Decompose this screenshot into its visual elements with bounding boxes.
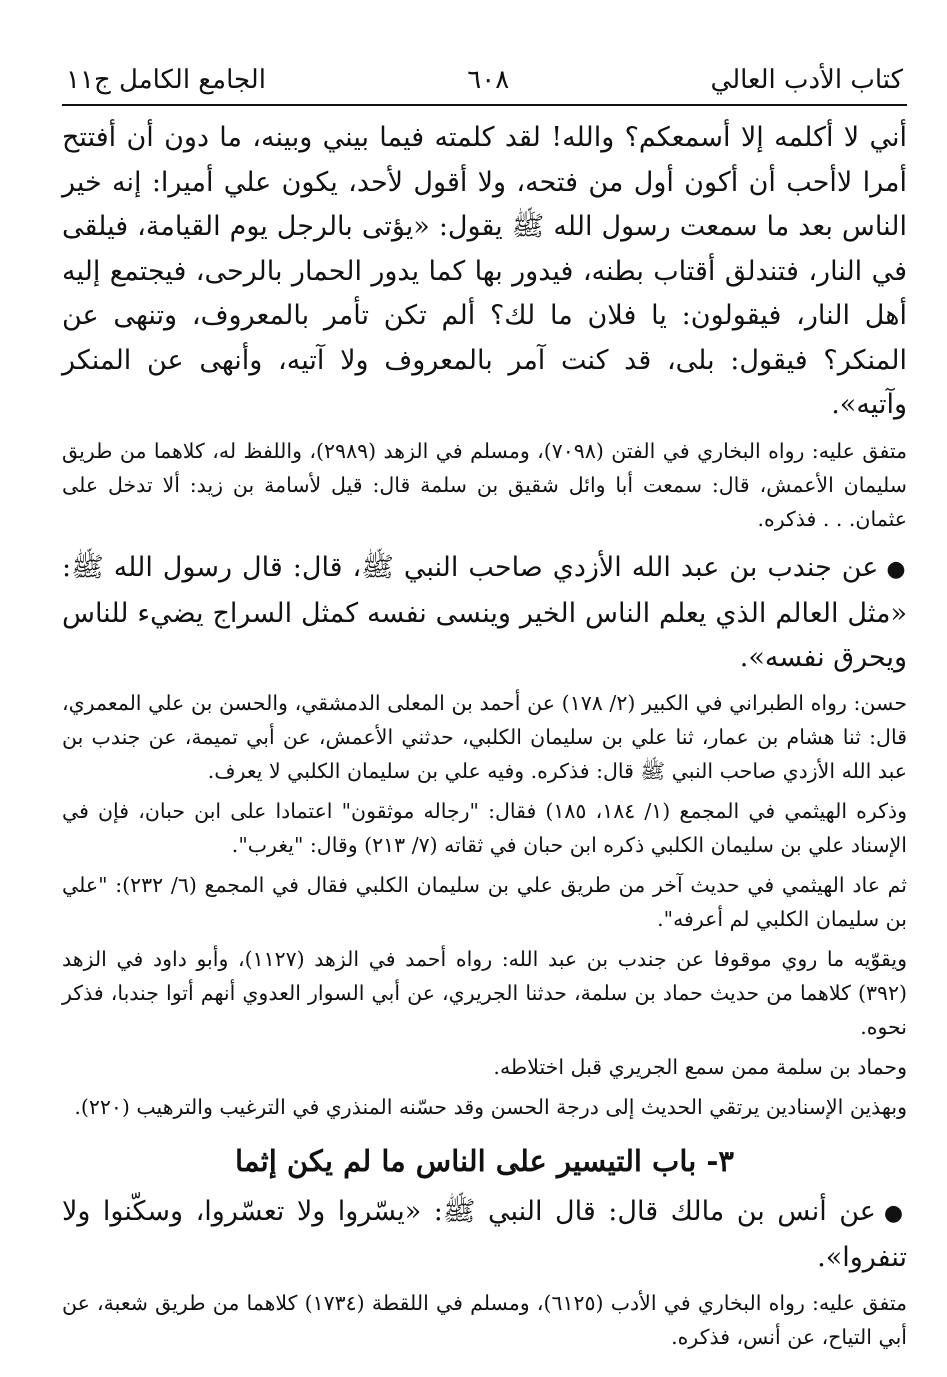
book-page	[62, 60, 907, 1354]
header-divider	[62, 104, 907, 106]
hadith-text: عن جندب بن عبد الله الأزدي صاحب النبي ﷺ، قال: قال رسول الله ﷺ: «مثل العالم الذي يعلم الناس الخير وينسى نفسه كمثل السراج يضيء للناس ويحرق نفسه».	[62, 551, 907, 673]
takhrij-note: ثم عاد الهيثمي في حديث آخر من طريق علي بن سليمان الكلبي فقال في المجمع (٦/ ٢٣٢): "علي بن سليمان الكلبي لم أعرفه".	[62, 872, 907, 931]
bullet-icon: ●	[883, 1200, 907, 1226]
takhrij-note: حسن: رواه الطبراني في الكبير (٢/ ١٧٨) عن أحمد بن المعلى الدمشقي، والحسن بن علي المعمري، قال: ثنا هشام بن عمار، ثنا علي بن سليمان الكلبي، حدثني الأعمش، عن أبي تميمة، عن جندب بن عبد الله الأزدي صاحب النبي ﷺ قال: فذكره. وفيه علي بن سليمان الكلبي لا يعرف.	[62, 690, 907, 783]
takhrij-note: متفق عليه: رواه البخاري في الأدب (٦١٢٥)، ومسلم في اللقطة (١٧٣٤) كلاهما من طريق شعبة، عن أبي التياح، عن أنس، فذكره.	[62, 1290, 907, 1349]
hadith-anas	[62, 1190, 907, 1280]
bullet-icon: ●	[886, 556, 907, 582]
volume-label: الجامع الكامل ج١١	[66, 65, 266, 95]
takhrij-note: وذكره الهيثمي في المجمع (١/ ١٨٤، ١٨٥) فقال: "رجاله موثقون" اعتمادا على ابن حبان، فإن في الإسناد علي بن سليمان الكلبي ذكره ابن حبان في ثقاته (٧/ ٢١٣) وقال: "يغرب".	[62, 798, 907, 857]
book-title: كتاب الأدب العالي	[710, 65, 903, 95]
takhrij-note: وبهذين الإسنادين يرتقي الحديث إلى درجة الحسن وقد حسّنه المنذري في الترغيب والترهيب (٢٢٠).	[74, 1094, 907, 1119]
takhrij-note: ويقوّيه ما روي موقوفا عن جندب بن عبد الله: رواه أحمد في الزهد (١١٢٧)، وأبو داود في الزهد (٣٩٢) كلاهما من حديث حماد بن سلمة، حدثنا الجريري، عن أبي السوار العدوي أنهم أتوا جندبا، فذكر نحوه.	[62, 946, 907, 1039]
page-header	[62, 60, 907, 100]
takhrij-note: وحماد بن سلمة ممن سمع الجريري قبل اختلاطه.	[493, 1054, 907, 1079]
takhrij-note: متفق عليه: رواه البخاري في الفتن (٧٠٩٨)، ومسلم في الزهد (٢٩٨٩)، واللفظ له، كلاهما من طريق سليمان الأعمش، قال: سمعت أبا وائل شقيق بن سلمة قال: قيل لأسامة بن زيد: ألا تدخل على عثمان. . . فذكره.	[62, 438, 907, 531]
hadith-text: عن أنس بن مالك قال: قال النبي ﷺ: «يسّروا ولا تعسّروا، وسكّنوا ولا تنفروا».	[62, 1195, 907, 1273]
hadith-continuation: أني لا أكلمه إلا أسمعكم؟ والله! لقد كلمته فيما بيني وبينه، ما دون أن أفتتح أمرا لاأحب أن أكون أول من فتحه، ولا أقول لأحد، يكون علي أميرا: إنه خير الناس بعد ما سمعت رسول الله ﷺ يقول: «يؤتى بالرجل يوم القيامة، فيلقى في النار، فتندلق أقتاب بطنه، فيدور بها كما يدور الحمار بالرحى، فيجتمع إليه أهل النار، فيقولون: يا فلان ما لك؟ ألم تكن تأمر بالمعروف، وتنهى عن المنكر؟ فيقول: بلى، قد كنت آمر بالمعروف ولا آتيه، وأنهى عن المنكر وآتيه».	[62, 122, 907, 420]
hadith-jundub	[62, 546, 907, 680]
page-number: ٦٠٨	[467, 65, 510, 95]
section-heading: ٣- باب التيسير على الناس ما لم يكن إثما	[235, 1143, 734, 1178]
